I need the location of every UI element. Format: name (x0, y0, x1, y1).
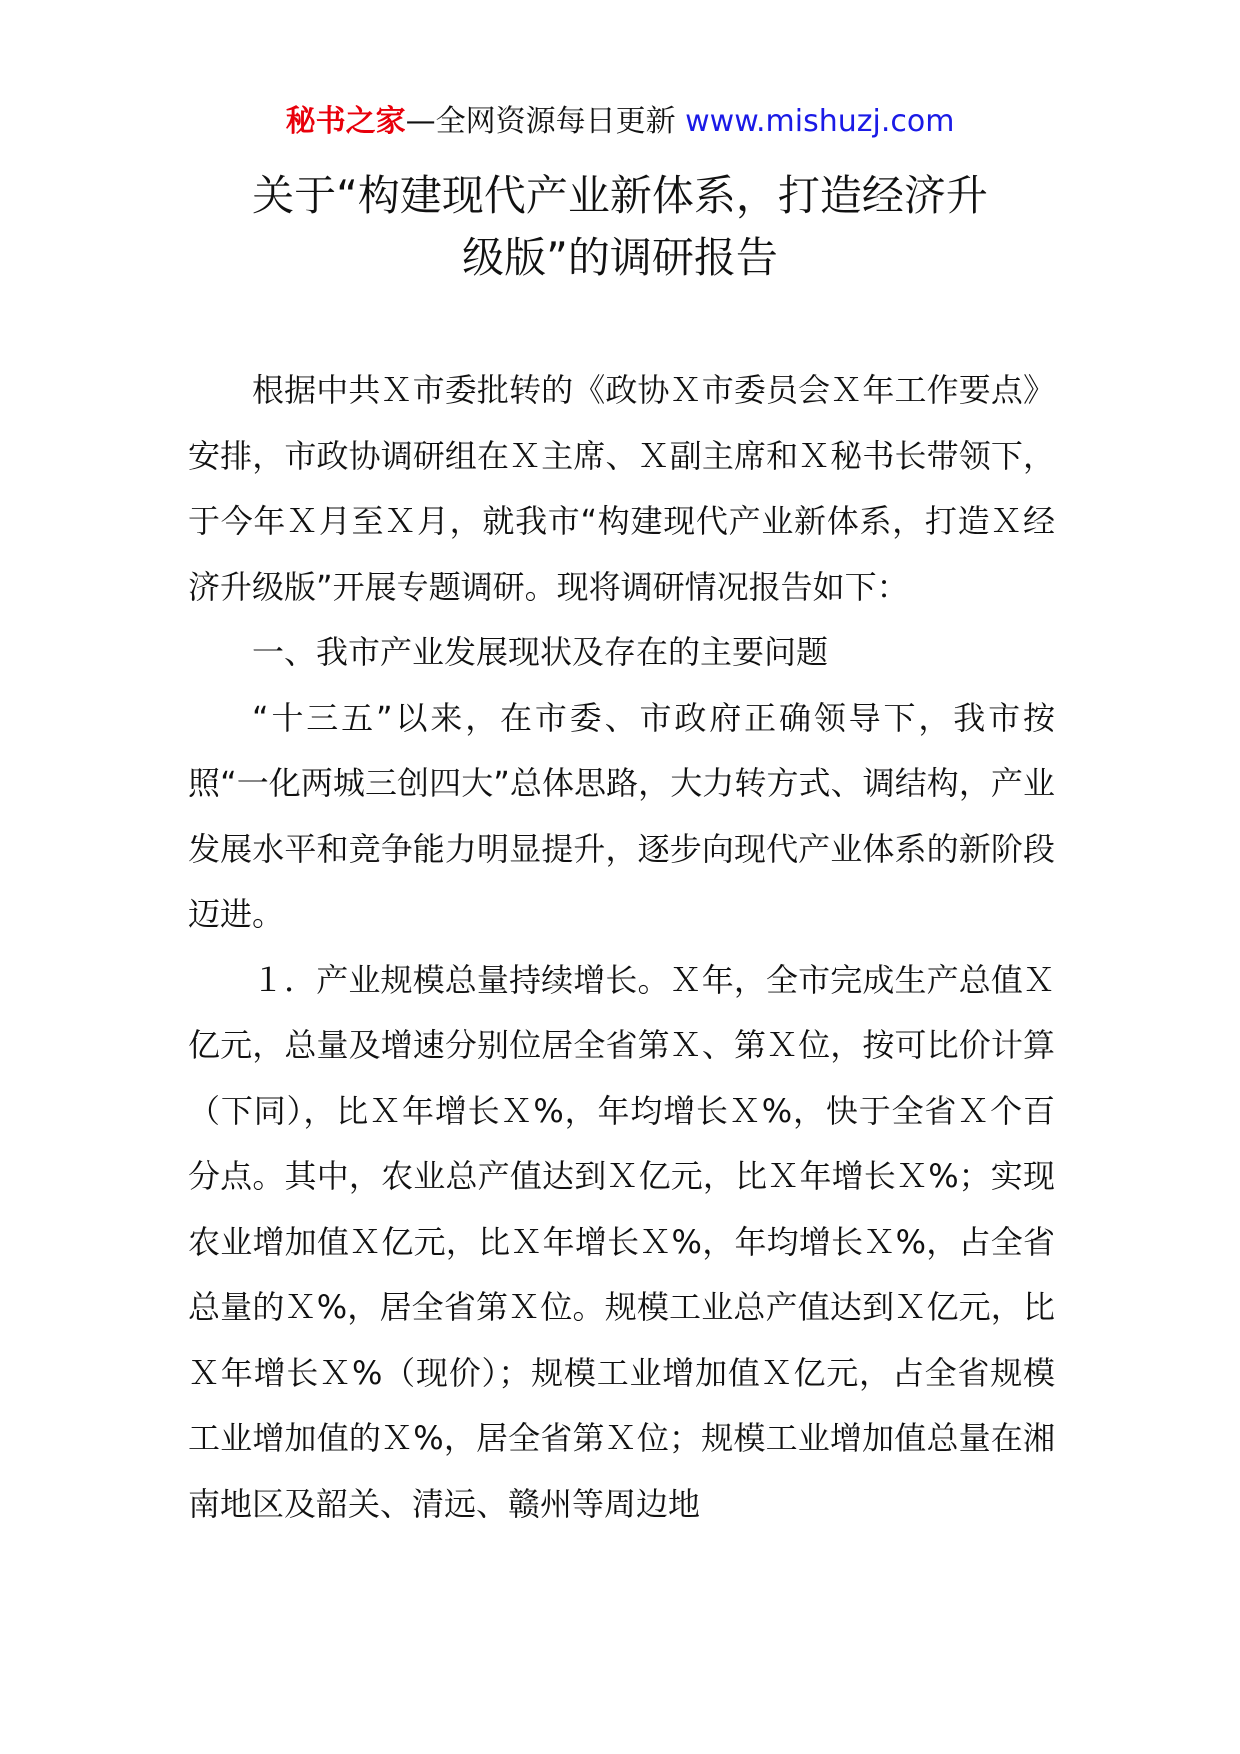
point-1-paragraph: １．产业规模总量持续增长。Ｘ年，全市完成生产总值Ｘ亿元，总量及增速分别位居全省第Ｘ、第Ｘ位，按可比价计算（下同），比Ｘ年增长Ｘ%，年均增长Ｘ%，快于全省Ｘ个百分点。其中，农业总产值达到Ｘ亿元，比Ｘ年增长Ｘ%；实现农业增加值Ｘ亿元，比Ｘ年增长Ｘ%，年均增长Ｘ%，占全省总量的Ｘ%，居全省第Ｘ位。规模工业总产值达到Ｘ亿元，比Ｘ年增长Ｘ%（现价）；规模工业增加值Ｘ亿元，占全省规模工业增加值的Ｘ%，居全省第Ｘ位；规模工业增加值总量在湘南地区及韶关、清远、赣州等周边地 (188, 960, 1055, 1523)
title-line-1: 关于“构建现代产业新体系，打造经济升 (252, 171, 988, 220)
document-title (180, 165, 1060, 289)
brand-name: 秘书之家 (285, 104, 406, 139)
title-line-2: 级版”的调研报告 (462, 233, 778, 282)
intro-paragraph: 根据中共Ｘ市委批转的《政协Ｘ市委员会Ｘ年工作要点》安排，市政协调研组在Ｘ主席、Ｘ副主席和Ｘ秘书长带领下，于今年Ｘ月至Ｘ月，就我市“构建现代产业新体系，打造Ｘ经济升级版”开展专题调研。现将调研情况报告如下： (188, 371, 1055, 606)
site-url[interactable]: www.mishuzj.com (685, 104, 955, 139)
document-body (188, 358, 1055, 1537)
site-banner (0, 100, 1240, 144)
section-heading: 一、我市产业发展现状及存在的主要问题 (252, 633, 829, 671)
banner-tagline: —全网资源每日更新 (405, 104, 676, 139)
overview-paragraph: “十三五”以来，在市委、市政府正确领导下，我市按照“一化两城三创四大”总体思路，大力转方式、调结构，产业发展水平和竞争能力明显提升，逐步向现代产业体系的新阶段迈进。 (188, 698, 1055, 933)
